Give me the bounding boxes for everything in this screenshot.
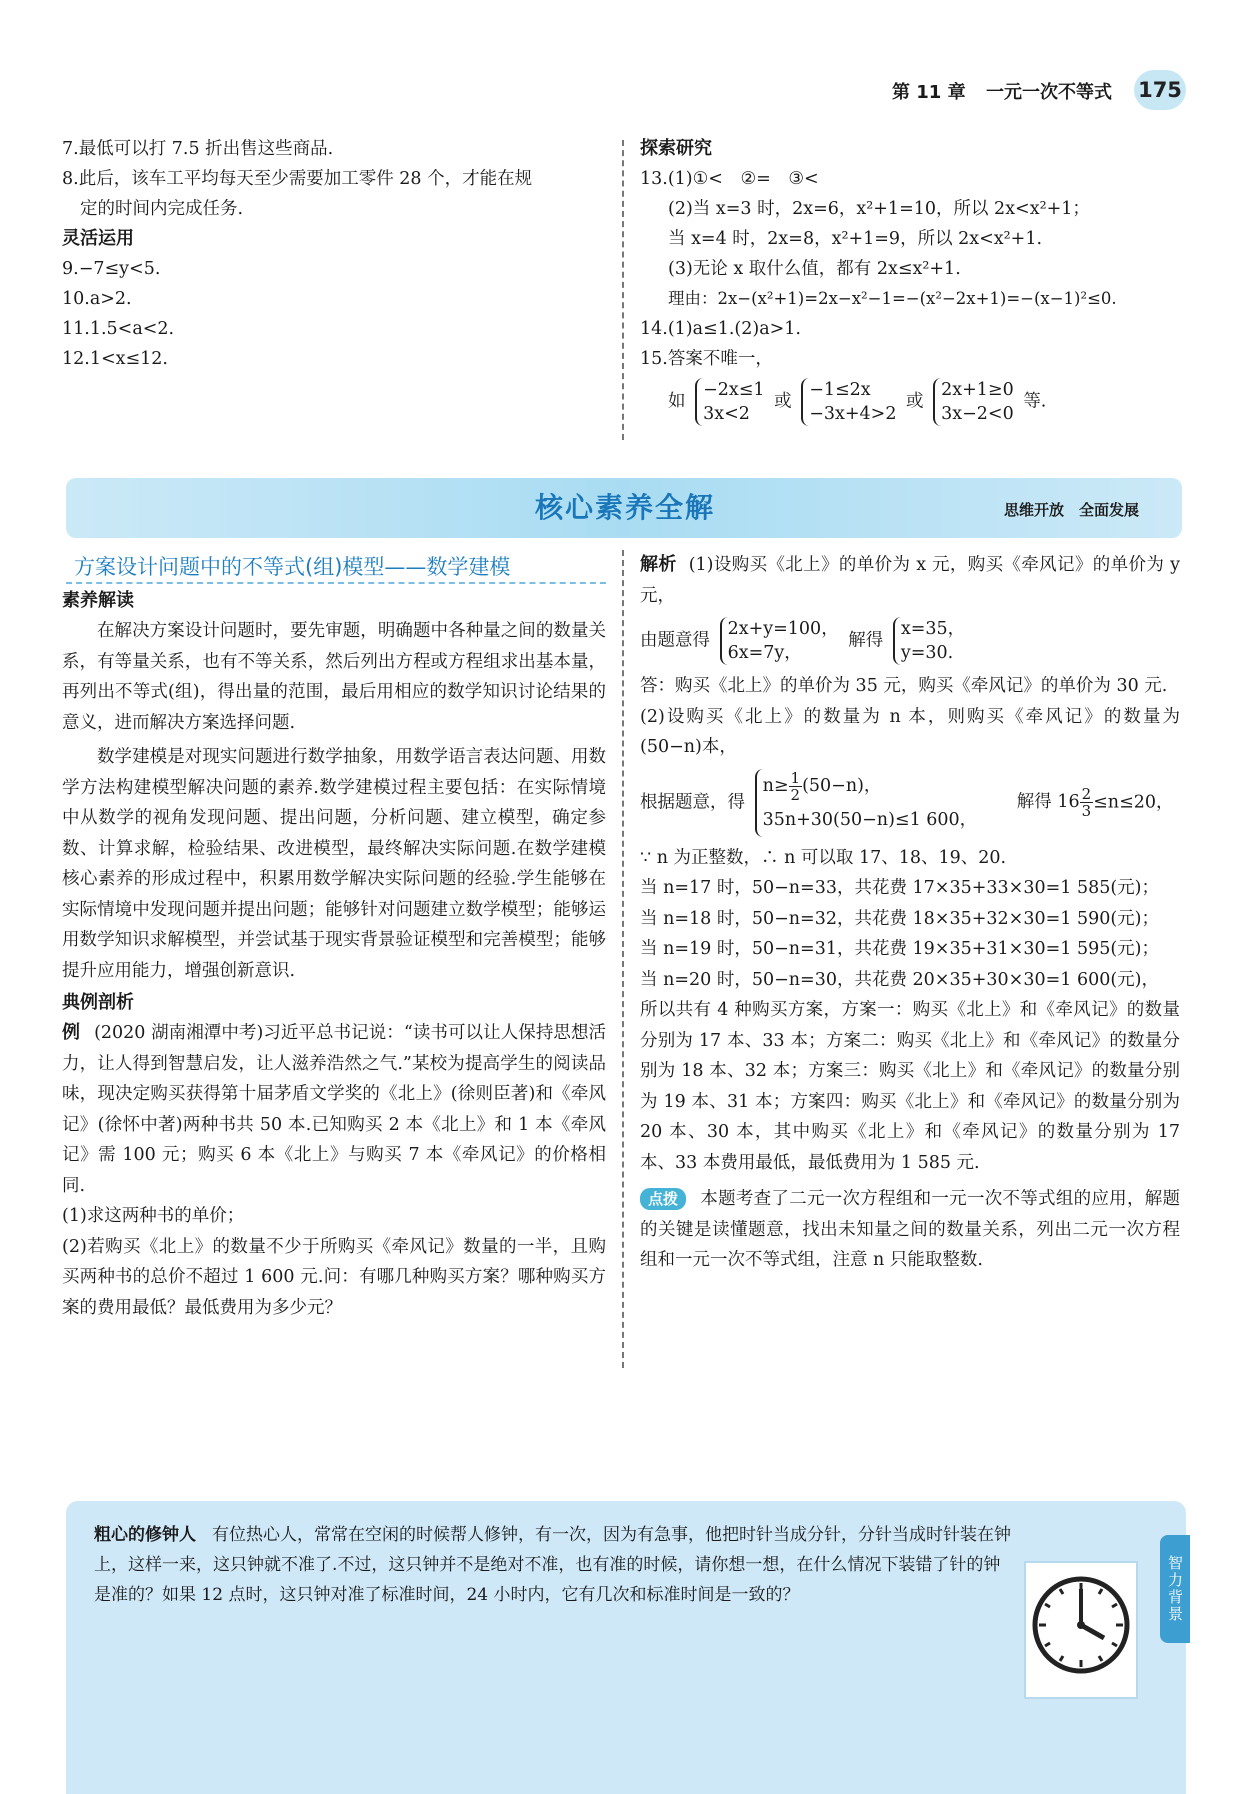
- example-label: 例: [62, 1022, 81, 1043]
- case-line: 当 n=20 时，50−n=30，共花费 20×35+30×30=1 600(元)，: [640, 969, 1160, 990]
- ineq-system-line: [640, 769, 1180, 837]
- ineq-prefix: 根据题意，得: [640, 792, 745, 812]
- example-text: (2020 湖南湘潭中考)习近平总书记说：“读书可以让人保持思想活力，让人得到智慧启发，让人滋养浩然之气.”某校为提高学生的阅读品味，现决定购买获得第十届茅盾文学奖的《北上》(徐则臣著)和《牵风记》(徐怀中著)两种书共 50 本.已知购买 2 本《北上》和 1 本《牵风记》需 100 元；购买 6 本《北上》与购买 7 本《牵风记》的价格相同.: [62, 1023, 607, 1196]
- answer-line: 定的时间内完成任务.: [80, 199, 244, 219]
- answer-line: (2)当 x=3 时，2x=6，x²+1=10，所以 2x<x²+1；: [668, 199, 1090, 219]
- ineq-part: n≥: [762, 775, 789, 796]
- system-row: −3x+4>2: [809, 404, 897, 424]
- topic-underline: [66, 582, 606, 584]
- answers-explore: [640, 134, 1180, 426]
- frac-num: 2: [1081, 785, 1092, 803]
- sol-prefix: 解得 16: [1016, 792, 1080, 812]
- analysis-p1-text: (1)设购买《北上》的单价为 x 元，购买《牵风记》的单价为 y 元，: [640, 555, 1180, 606]
- system-row: x=35，: [900, 619, 966, 639]
- eq-mid: 解得: [848, 630, 884, 651]
- q15-system-3: [933, 378, 1014, 426]
- side-tab: 智力背景: [1160, 1535, 1190, 1643]
- conclusion: 所以共有 4 种购买方案，方案一：购买《北上》和《牵风记》的数量分别为 17 本、33 本；方案二：购买《北上》和《牵风记》的数量分别为 18 本、32 本；方案三：购买《北上》和《牵风记》的数量分别为 19 本、31 本；方案四：购买《北上》和《牵风记》的数量分别为 20 本、30 本，其中购买《北上》和《牵风记》的数量分别为 17 本、33 本费用最低，最低费用为 1 585 元.: [640, 1000, 1180, 1173]
- puzzle-title: 粗心的修钟人: [94, 1525, 196, 1545]
- left-column: [62, 586, 606, 1323]
- example-paragraph: [62, 1018, 606, 1201]
- frac-num: 1: [790, 768, 801, 787]
- q15-or-1: 或: [774, 391, 792, 412]
- q15-or-2: 或: [906, 391, 924, 412]
- ineq-part: (50−n)，: [802, 775, 882, 796]
- interp-title: 素养解读: [62, 590, 134, 611]
- eq-system-line: [640, 617, 1180, 665]
- answer-line: 14.(1)a≤1.(2)a>1.: [640, 319, 801, 339]
- clock-frame: [1024, 1561, 1138, 1699]
- analysis-column: [640, 550, 1180, 1276]
- eq-prefix: 由题意得: [640, 630, 710, 651]
- analysis-label: 解析: [640, 554, 677, 575]
- answer-line: 13.(1)①< ②= ③<: [640, 169, 819, 189]
- answer-line: 15.答案不唯一，: [640, 349, 773, 369]
- system-row: 35n+30(50−n)≤1 600，: [762, 809, 978, 830]
- fraction-half: [789, 770, 803, 803]
- tip-text: 本题考查了二元一次方程组和一元一次不等式组的应用，解题的关键是读懂题意，找出未知量之间的数量关系，列出二元一次方程组和一元一次不等式组，注意 n 只能取整数.: [640, 1189, 1180, 1270]
- system-row: y=30.: [900, 643, 954, 663]
- frac-den: 3: [1081, 802, 1092, 820]
- answer-line: 9.−7≤y<5.: [62, 259, 161, 279]
- analysis-p1: [640, 550, 1180, 611]
- answer-line: 10.a>2.: [62, 289, 132, 309]
- sol-suffix: ≤n≤20，: [1093, 792, 1174, 812]
- fraction-sol: [1080, 786, 1094, 819]
- column-divider: [622, 550, 624, 1368]
- interp-paragraph-1: 在解决方案设计问题时，要先审题，明确题中各种量之间的数量关系，有等量关系，也有不等关系，然后列出方程或方程组求出基本量，再列出不等式(组)，得出量的范围，最后用相应的数学知识讨论结果的意义，进而解决方案选择问题.: [62, 621, 606, 733]
- eq-system: [720, 617, 839, 665]
- system-row: 6x=7y，: [727, 643, 802, 663]
- question-2: (2)若购买《北上》的数量不少于所购买《牵风记》数量的一半，且购买两种书的总价不超过 1 600 元.问：有哪几种购买方案？哪种购买方案的费用最低？最低费用为多少元？: [62, 1236, 606, 1318]
- answers-top-left: [62, 134, 622, 374]
- q15-prefix: 如: [668, 391, 686, 412]
- ineq-system: [755, 769, 978, 837]
- section-title-apply: 灵活运用: [62, 228, 134, 249]
- tip-paragraph: [640, 1184, 1180, 1276]
- case-line: 当 n=18 时，50−n=32，共花费 18×35+32×30=1 590(元)；: [640, 908, 1160, 929]
- system-row: 3x<2: [703, 404, 750, 424]
- interp-paragraph-2: 数学建模是对现实问题进行数学抽象，用数学语言表达问题、用数学方法构建模型解决问题的素养.数学建模过程主要包括：在实际情境中从数学的视角发现问题、提出问题，分析问题、建立模型，确定参数、计算求解，检验结果、改进模型，最终解决实际问题.在数学建模核心素养的形成过程中，积累用数学解决实际问题的经验.学生能够在实际情境中发现问题并提出问题；能够针对问题建立数学模型；能够运用数学知识求解模型，并尝试基于现实背景验证模型和完善模型；能够提升应用能力，增强创新意识.: [62, 747, 606, 981]
- case-line: 当 n=17 时，50−n=33，共花费 17×35+33×30=1 585(元)；: [640, 878, 1160, 898]
- chapter-label: 第 11 章: [892, 82, 966, 103]
- analysis-p2: (2)设购买《北上》的数量为 n 本，则购买《牵风记》的数量为(50−n)本，: [640, 706, 1180, 757]
- eq-solution: [893, 617, 965, 665]
- answer-1: 答：购买《北上》的单价为 35 元，购买《牵风记》的单价为 30 元.: [640, 676, 1168, 696]
- answer-line: 7.最低可以打 7.5 折出售这些商品.: [62, 139, 334, 159]
- q15-systems: [640, 378, 1180, 426]
- answer-line: 8.此后，该车工平均每天至少需要加工零件 28 个，才能在规: [62, 169, 533, 189]
- page-number: 175: [1134, 70, 1186, 110]
- clock-icon: [1026, 1563, 1136, 1697]
- banner-tag: 思维开放 全面发展: [1004, 501, 1140, 519]
- answer-line: 理由：2x−(x²+1)=2x−x²−1=−(x²−2x+1)=−(x−1)²≤0.: [668, 289, 1117, 308]
- example-title: 典例剖析: [62, 992, 134, 1013]
- section-title-explore: 探索研究: [640, 138, 712, 159]
- answer-line: 当 x=4 时，2x=8，x²+1=9，所以 2x<x²+1.: [668, 229, 1043, 249]
- tip-badge: 点拨: [640, 1188, 686, 1210]
- integer-line: ∵ n 为正整数，∴ n 可以取 17、18、19、20.: [640, 847, 1007, 868]
- system-row: 2x+1≥0: [941, 380, 1014, 400]
- column-divider: [622, 140, 624, 440]
- system-row: 3x−2<0: [941, 404, 1014, 424]
- chapter-title: 一元一次不等式: [986, 82, 1112, 103]
- puzzle-text: 有位热心人，常常在空闲的时候帮人修钟，有一次，因为有急事，他把时针当成分针，分针当成时针装在钟上，这样一来，这只钟就不准了.不过，这只钟并不是绝对不准，也有准的时候，请你想一想，在什么情况下装错了针的钟是准的？如果 12 点时，这只钟对准了标准时间，24 小时内，它有几次和标准时间是一致的？: [94, 1525, 1011, 1605]
- answer-line: 11.1.5<a<2.: [62, 319, 175, 339]
- question-1: (1)求这两种书的单价；: [62, 1206, 245, 1226]
- answer-line: (3)无论 x 取什么值，都有 2x≤x²+1.: [668, 259, 961, 279]
- banner-title: 核心素养全解: [534, 491, 715, 524]
- topic-title: 方案设计问题中的不等式(组)模型——数学建模: [74, 555, 511, 579]
- case-line: 当 n=19 时，50−n=31，共花费 19×35+31×30=1 595(元)；: [640, 939, 1160, 959]
- frac-den: 2: [790, 785, 801, 804]
- q15-suffix: 等.: [1023, 391, 1047, 412]
- system-row: 2x+y=100，: [727, 619, 839, 639]
- q15-system-2: [801, 378, 896, 426]
- answer-line: 12.1<x≤12.: [62, 349, 168, 369]
- q15-system-1: [695, 378, 764, 426]
- system-row: [763, 769, 978, 803]
- system-row: −1≤2x: [809, 380, 871, 400]
- system-row: −2x≤1: [703, 380, 765, 400]
- puzzle-text-block: [94, 1520, 1014, 1610]
